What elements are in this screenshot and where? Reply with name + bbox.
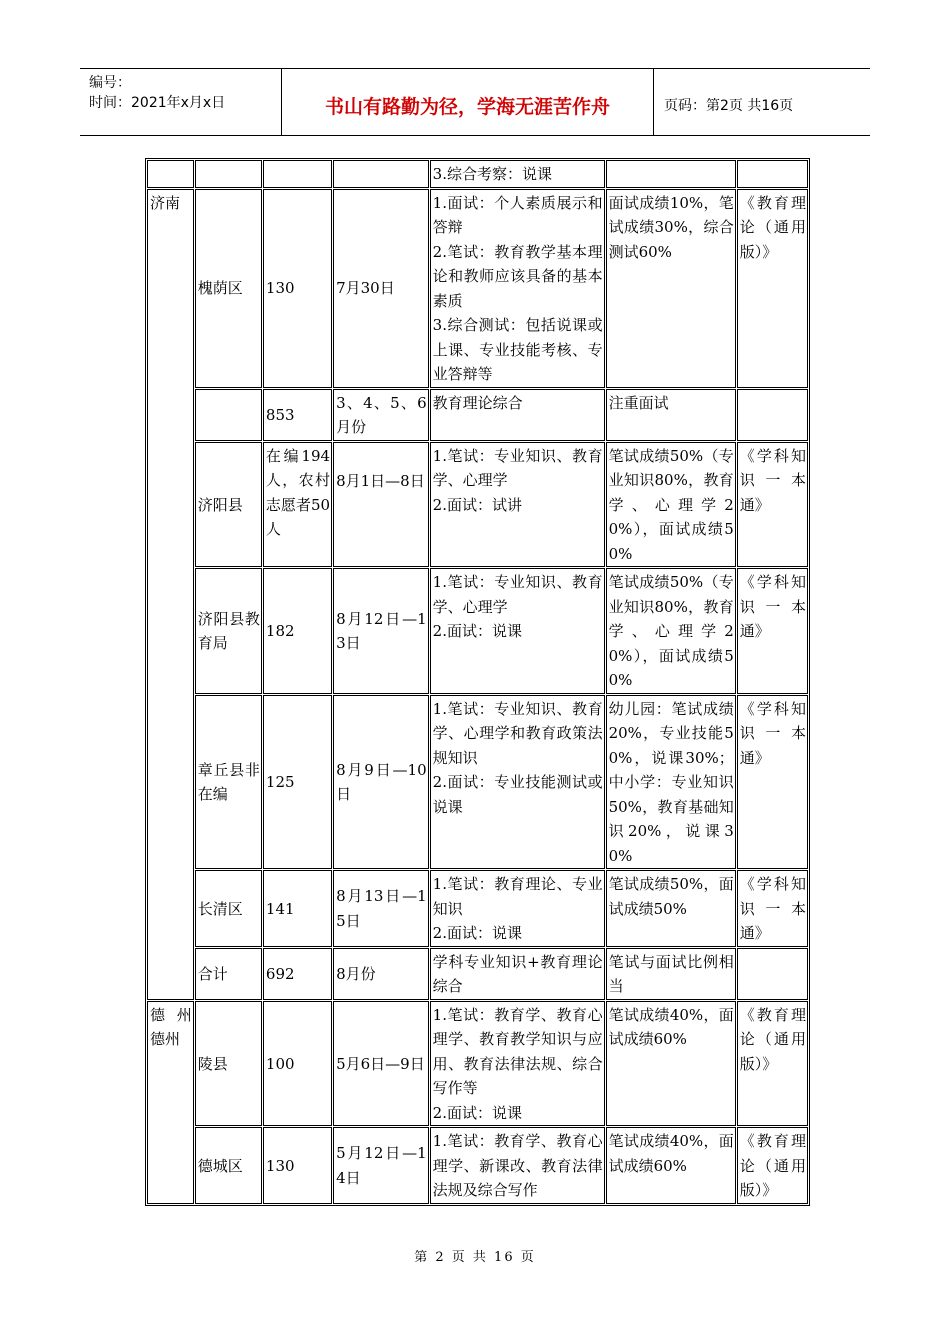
table-cell-book: 《学科知识一本通》 (737, 568, 808, 694)
table-cell-content: 1.笔试：专业知识、教育学、心理学 2.面试：试讲 (430, 442, 605, 568)
table-cell-unit: 济阳县 (195, 442, 262, 568)
table-cell-book: 《学科知识一本通》 (737, 870, 808, 947)
table-row (147, 870, 808, 947)
header-meta (80, 69, 281, 135)
table-cell-book: 《教育理论（通用版）》 (737, 1127, 808, 1204)
table-cell-count: 853 (263, 389, 332, 441)
table-row (147, 568, 808, 694)
table-cell-count: 692 (263, 948, 332, 1000)
table-cell-ratio: 笔试成绩50%，面试成绩50% (606, 870, 736, 947)
table-cell-date: 8月1日—8日 (333, 442, 429, 568)
table-cell-count: 125 (263, 695, 332, 870)
table-cell-date: 8月13日—15日 (333, 870, 429, 947)
table-cell-ratio: 幼儿园：笔试成绩20%，专业技能50%，说课30%；中小学：专业知识50%，教育基础知识20%，说课30% (606, 695, 736, 870)
table-cell-book (737, 948, 808, 1000)
table-cell-count (263, 160, 332, 188)
table-cell-content: 1.笔试：专业知识、教育学、心理学和教育政策法规知识 2.面试：专业技能测试或说课 (430, 695, 605, 870)
table-row (147, 948, 808, 1000)
table-cell-district (147, 160, 194, 188)
table-cell-count: 141 (263, 870, 332, 947)
table-cell-date: 5月12日—14日 (333, 1127, 429, 1204)
table-row (147, 1127, 808, 1204)
table-cell-content: 教育理论综合 (430, 389, 605, 441)
table-cell-ratio: 笔试与面试比例相当 (606, 948, 736, 1000)
table-cell-count: 在编194人，农村志愿者50人 (263, 442, 332, 568)
table-cell-unit: 德城区 (195, 1127, 262, 1204)
table-cell-content: 1.笔试：教育学、教育心理学、教育教学知识与应用、教育法律法规、综合写作等 2.面试：说课 (430, 1001, 605, 1127)
table-cell-content: 1.笔试：教育理论、专业知识 2.面试：说课 (430, 870, 605, 947)
table-cell-book (737, 160, 808, 188)
table-cell-content: 3.综合考察：说课 (430, 160, 605, 188)
table-row (147, 160, 808, 188)
table-cell-content: 学科专业知识+教育理论综合 (430, 948, 605, 1000)
table-cell-date: 8月9日—10日 (333, 695, 429, 870)
header-page-info: 页码：第2页 共16页 (664, 98, 794, 114)
table-cell-unit: 济阳县教育局 (195, 568, 262, 694)
table-cell-date: 3、4、5、6月份 (333, 389, 429, 441)
table-cell-ratio: 笔试成绩50%（专业知识80%，教育学、心理学20%），面试成绩50% (606, 442, 736, 568)
header-motto: 书山有路勤为径，学海无涯苦作舟 (281, 69, 654, 135)
table-cell-content: 1.面试：个人素质展示和答辩 2.笔试：教育教学基本理论和教师应该具备的基本素质 3.综合测试：包括说课或上课、专业技能考核、专业答辩等 (430, 189, 605, 388)
table-cell-ratio: 笔试成绩50%（专业知识80%，教育学、心理学20%），面试成绩50% (606, 568, 736, 694)
page-header (80, 68, 870, 136)
table-row (147, 389, 808, 441)
table-row (147, 189, 808, 388)
table-cell-book (737, 389, 808, 441)
table-cell-content: 1.笔试：专业知识、教育学、心理学 2.面试：说课 (430, 568, 605, 694)
table-cell-content: 1.笔试：教育学、教育心理学、新课改、教育法律法规及综合写作 (430, 1127, 605, 1204)
table-cell-book: 《学科知识一本通》 (737, 442, 808, 568)
table-cell-unit: 陵县 (195, 1001, 262, 1127)
table-cell-unit: 合计 (195, 948, 262, 1000)
table-row (147, 1001, 808, 1127)
table-cell-unit: 章丘县非在编 (195, 695, 262, 870)
table-cell-ratio: 注重面试 (606, 389, 736, 441)
table-cell-book: 《教育理论（通用版）》 (737, 189, 808, 388)
table-cell-district: 济南 (147, 189, 194, 1000)
table-cell-district: 德州德州 (147, 1001, 194, 1204)
table-cell-ratio (606, 160, 736, 188)
table-cell-date: 7月30日 (333, 189, 429, 388)
table-cell-date: 5月6日—9日 (333, 1001, 429, 1127)
table-cell-unit (195, 160, 262, 188)
table-row (147, 695, 808, 870)
table-cell-unit (195, 389, 262, 441)
table-cell-date: 8月份 (333, 948, 429, 1000)
table-cell-count: 100 (263, 1001, 332, 1127)
recruitment-table (145, 158, 810, 1206)
document-number-label: 编号： (89, 75, 131, 91)
table-cell-count: 130 (263, 1127, 332, 1204)
table-cell-ratio: 笔试成绩40%，面试成绩60% (606, 1001, 736, 1127)
document-time-label: 时间：2021年x月x日 (89, 95, 226, 111)
table-cell-ratio: 面试成绩10%，笔试成绩30%，综合测试60% (606, 189, 736, 388)
table-cell-ratio: 笔试成绩40%，面试成绩60% (606, 1127, 736, 1204)
table-cell-unit: 槐荫区 (195, 189, 262, 388)
table-cell-book: 《学科知识一本通》 (737, 695, 808, 870)
page-footer: 第 2 页 共 16 页 (414, 1250, 536, 1265)
table-cell-date: 8月12日—13日 (333, 568, 429, 694)
table-cell-unit: 长清区 (195, 870, 262, 947)
table-row (147, 442, 808, 568)
table-cell-count: 182 (263, 568, 332, 694)
table-cell-count: 130 (263, 189, 332, 388)
table-cell-book: 《教育理论（通用版）》 (737, 1001, 808, 1127)
table-cell-date (333, 160, 429, 188)
